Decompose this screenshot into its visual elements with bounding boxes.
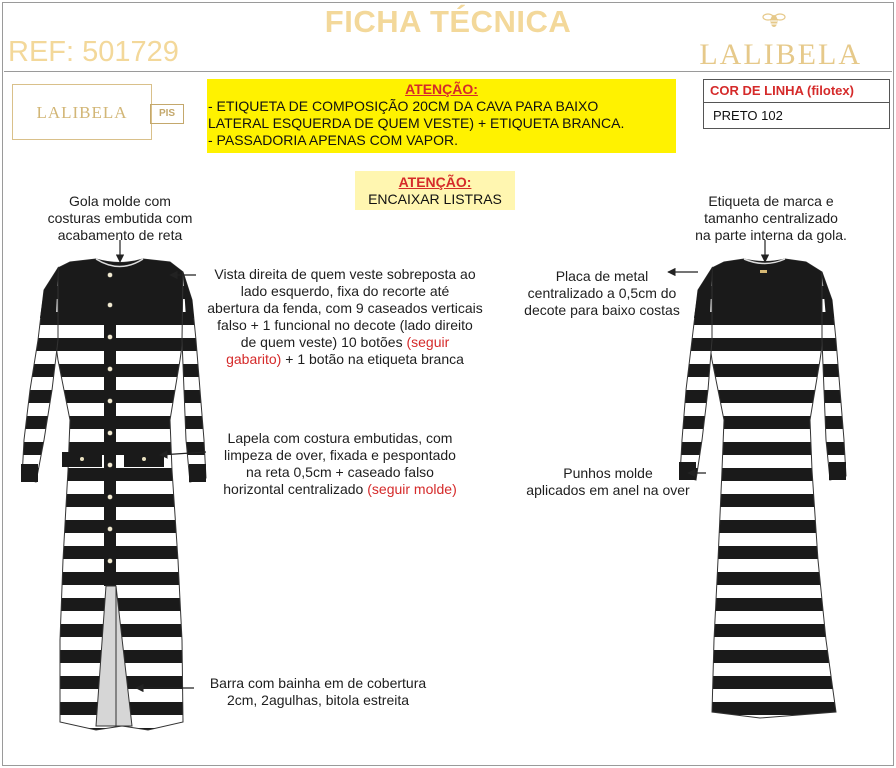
warning-stripes-text: ENCAIXAR LISTRAS <box>368 191 502 207</box>
front-view <box>21 259 206 730</box>
brand-logo: LALIBELA <box>699 38 862 71</box>
pocket-flap-note: Lapela com costura embutidas, com limpeza de over, fixada e pespontado na reta 0,5cm + caseado falso horizontal centralizado (seguir molde) <box>223 430 457 497</box>
thread-color-label: COR DE LINHA (filotex) <box>710 83 854 98</box>
warning-main-line: - PASSADORIA APENAS COM VAPOR. <box>208 132 458 148</box>
pis-tag: PIS <box>150 104 184 124</box>
warning-main-line: - ETIQUETA DE COMPOSIÇÃO 20CM DA CAVA PARA BAIXO <box>208 98 599 114</box>
collar-note: Gola molde com costuras embutida com acabamento de reta <box>47 193 193 243</box>
page-title: FICHA TÉCNICA <box>324 4 572 39</box>
back-body <box>706 259 836 718</box>
reference-code: REF: 501729 <box>8 36 179 68</box>
warning-main-line: LATERAL ESQUERDA DE QUEM VESTE) + ETIQUETA BRANCA. <box>208 115 625 131</box>
placket-note: Vista direita de quem veste sobreposta ao lado esquerdo, fixa do recorte até abertura da fenda, com 9 caseados verticais falso + 1 funcional no decote (lado direito de quem veste) 10 botões (seguir gabarito) + 1 botão na etiqueta branca <box>207 266 483 367</box>
thread-color-value: PRETO 102 <box>713 108 783 123</box>
label-logo-text: LALIBELA <box>36 103 128 122</box>
hem-note: Barra com bainha em de cobertura 2cm, 2agulhas, bitola estreita <box>209 675 427 708</box>
cuffs-note: Punhos molde aplicados em anel na over <box>526 465 690 498</box>
metal-plate-note: Placa de metal centralizado a 0,5cm do decote para baixo costas <box>524 268 680 318</box>
warning-main-title: ATENÇÃO: <box>405 81 478 97</box>
brand-label-note: Etiqueta de marca e tamanho centralizado na parte interna da gola. <box>695 193 847 243</box>
warning-stripes-title: ATENÇÃO: <box>398 174 472 190</box>
